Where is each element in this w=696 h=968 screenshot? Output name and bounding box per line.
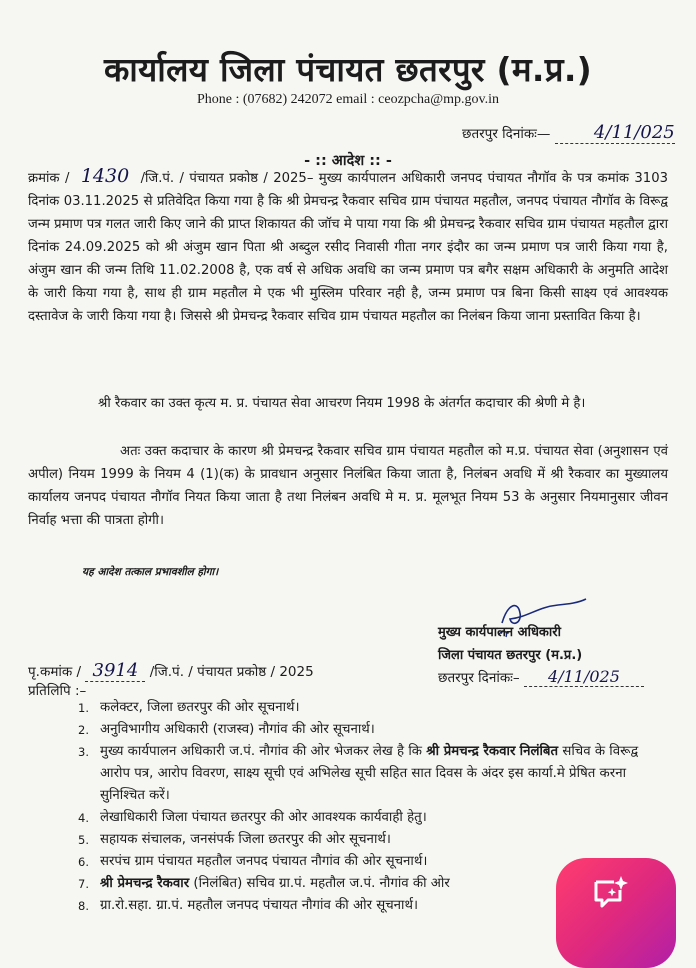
header-date (462, 122, 675, 144)
kramank-label: क्रमांक / (28, 171, 70, 186)
order-heading: - :: आदेश :: - (304, 153, 392, 169)
sparkle-chat-icon (590, 874, 630, 914)
pk-suffix: /जि.पं. / पंचायत प्रकोष्ठ / 2025 (149, 664, 314, 680)
pk-number: 3914 (85, 660, 145, 682)
header-date-handwritten: 4/11/025 (593, 122, 675, 143)
signatory-office: जिला पंचायत छतरपुर (म.प्र.) (438, 648, 583, 663)
effective-note: यह आदेश तत्काल प्रभावशील होगा। (82, 566, 219, 578)
header-date-label: छतरपुर दिनांकः— (462, 126, 551, 142)
signature-date-handwritten: 4/11/025 (548, 667, 620, 686)
kramank-number: 1430 (80, 165, 130, 187)
pk-label: पृ.कमांक / (28, 664, 82, 680)
list-item: 3. मुख्य कार्यपालन अधिकारी ज.पं. नौगांव की ओर भेजकर लेख है कि श्री प्रेमचन्द्र रैकवार निलंबित सचिव के विरूद्व आरोप पत्र, आरोप विवरण, साक्ष्य सूची एवं अभिलेख सूची सहित सात दिवस के अंदर इस कार्या.मे प्रेषित करना सुनिश्चित करें। (78, 744, 639, 803)
list-item: 2. अनुविभागीय अधिकारी (राजस्व) नौगांव की ओर सूचनार्थ। (78, 722, 375, 737)
sparkle-chat-button[interactable] (556, 858, 676, 968)
endorsement-number (28, 660, 314, 682)
order-paragraph-1 (28, 165, 668, 328)
suspension-text: अतः उक्त कदाचार के कारण श्री प्रेमचन्द्र रैकवार सचिव ग्राम पंचायत महतौल को म.प्र. पंचायत सेवा (अनुशासन एवं अपील) नियम 1999 के नियम 4 (1)(क) के प्रावधान अनुसार निलंबित किया जाता है, निलंबन अवधि में श्री रैकवार का मुख्यालय कार्यालय जनपद पंचायत नौगॉव नियत किया जाता है तथा निलंबन अवधि मे म. प्र. मूलभूत नियम 53 के अनुसार नियमानुसार जीवन निर्वाह भत्ता की पात्रता होगी। (28, 444, 668, 528)
list-item: 7. श्री प्रेमचन्द्र रैकवार (निलंबित) सचिव ग्रा.पं. महतौल ज.पं. नौगांव की ओर (78, 876, 450, 891)
office-title: कार्यालय जिला पंचायत छतरपुर (म.प्र.) (103, 50, 593, 89)
order-paragraph-3 (28, 440, 668, 532)
order-paragraph-2 (28, 392, 668, 415)
misconduct-text: श्री रैकवार का उक्त कृत्य म. प्र. पंचायत सेवा आचरण नियम 1998 के अंतर्गत कदाचार की श्रेणी मे है। (98, 396, 586, 411)
list-item: 4. लेखाधिकारी जिला पंचायत छतरपुर की ओर आवश्यक कार्यवाही हेतु। (78, 810, 427, 825)
signature-date-label: छतरपुर दिनांकः– (438, 670, 520, 686)
contact-line: Phone : (07682) 242072 email : ceozpcha@mp.gov.in (196, 92, 500, 107)
order-body-text: के पत्र कमांक 3103 दिनांक 03.11.2025 से प्रतिवेदित किया गया है कि श्री प्रेमचन्द्र रैकवार सचिव ग्राम पंचायत महतौल, जनपद पंचायत नौगॉव के विरूद्व जन्म प्रमाण पत्र गलत जारी किए जाने की प्राप्त शिकायत की जॉच मे पाया गया कि श्री प्रेमचन्द्र रैकवार सचिव ग्राम पंचायत महतौल द्वारा दिनांक 24.09.2025 को श्री अंजुम खान पिता श्री अब्दुल रसीद निवासी गीता नगर इंदौर का जन्म प्रमाण पत्र जारी किया गया है, अंजुम खान की जन्म तिथि 11.02.2008 है, एक वर्ष से अधिक अवधि का जन्म प्रमाण पत्र बगैर सक्षम अधिकारी के अनुमति आदेश के जारी किया गया है, साथ ही ग्राम महतौल मे एक भी मुस्लिम परिवार नही है, जन्म प्रमाण पत्र बिना किसी साक्ष्य एवं आवश्यक दस्तावेज के जारी किया गया है। जिससे श्री प्रेमचन्द्र रैकवार सचिव ग्राम पंचायत महतौल का निलंबन किया जाना प्रस्तावित किया है। (28, 171, 668, 324)
kramank-suffix: /जि.पं. / पंचायत प्रकोष्ठ / 2025– मुख्य कार्यपालन अधिकारी जनपद पंचायत नौगॉव (140, 171, 557, 186)
list-item: 8. ग्रा.रो.सहा. ग्रा.पं. महतौल जनपद पंचायत नौगांव की ओर सूचनार्थ। (78, 898, 419, 913)
list-item: 5. सहायक संचालक, जनसंपर्क जिला छतरपुर की ओर सूचनार्थ। (78, 832, 391, 847)
list-item: 6. सरपंच ग्राम पंचायत महतौल जनपद पंचायत नौगांव की ओर सूचनार्थ। (78, 854, 428, 869)
copy-label: प्रतिलिपि :– (28, 683, 87, 699)
signature-date (438, 667, 644, 687)
list-item: 1. कलेक्टर, जिला छतरपुर की ओर सूचनार्थ। (78, 700, 300, 715)
signatory-designation: मुख्य कार्यपालन अधिकारी (438, 625, 561, 640)
